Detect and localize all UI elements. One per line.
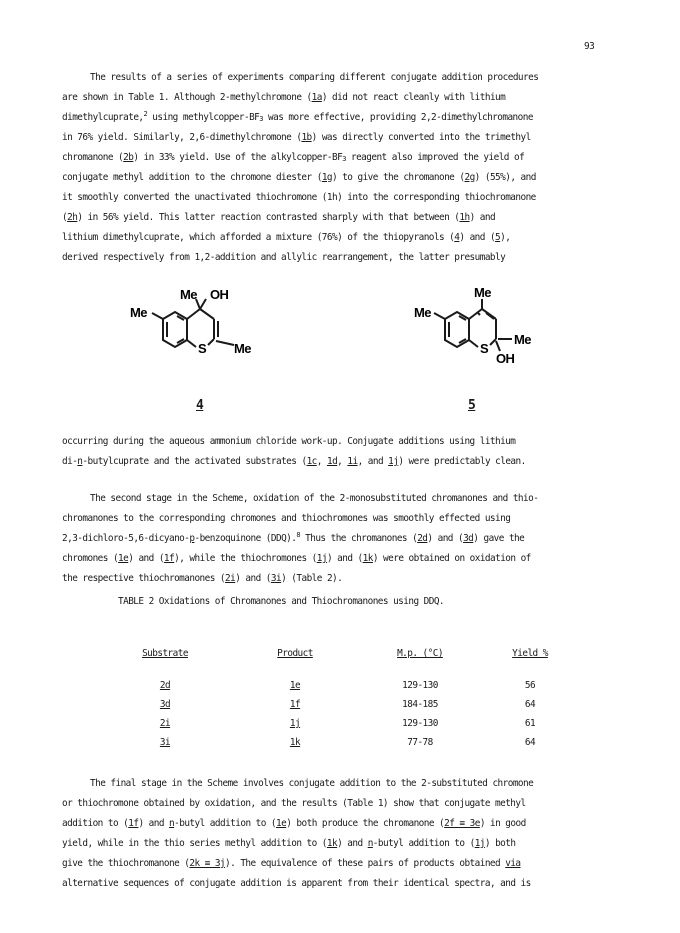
paragraph-4: [62, 774, 622, 894]
sulfur-label: S: [198, 341, 207, 356]
text-line: (2h) in 56% yield. This latter reaction contrasted sharply with that between (1h) and: [62, 212, 496, 223]
text-line: give the thiochromanone (2k ≡ 3j). The equivalence of these pairs of products obtained via: [62, 858, 521, 869]
hydroxyl-label: OH: [210, 287, 229, 302]
table-header-cell: Yield %: [512, 648, 548, 659]
text-line: The second stage in the Scheme, oxidation of the 2-monosubstituted chromanones and thio-: [90, 493, 539, 504]
table-cell: 64: [524, 699, 536, 710]
text-line: or thiochromone obtained by oxidation, and the results (Table 1) show that conjugate methyl: [62, 798, 526, 809]
table-cell: 1e: [289, 680, 301, 691]
table-header-cell: Substrate: [142, 648, 188, 659]
text-line: chromones (1e) and (1f), while the thiochromones (1j) and (1k) were obtained on oxidation of: [62, 553, 531, 564]
text-line: lithium dimethylcuprate, which afforded a mixture (76%) of the thiopyranols (4) and (5),: [62, 232, 511, 243]
text-line: occurring during the aqueous ammonium chloride work-up. Conjugate additions using lithium: [62, 436, 516, 447]
text-line: dimethylcuprate,$^2$ using methylcopper-$BF_3$ was more effective, providing 2,2-dimethylchromanone: [62, 110, 533, 123]
text-line: chromanones to the corresponding chromones and thiochromones was smoothly effected using: [62, 513, 511, 524]
text-line: yield, while in the thio series methyl addition to (1k) and n-butyl addition to (1j) both: [62, 838, 516, 849]
structure-4-bonds: [152, 299, 234, 347]
sulfur-label: S: [480, 341, 489, 356]
table-cell: 2d: [159, 680, 171, 691]
structure-4: [130, 285, 290, 375]
methyl-label: Me: [130, 305, 147, 320]
structure-5: [414, 285, 574, 385]
text-line: di-n-butylcuprate and the activated substrates (1c, 1d, 1i, and 1j) were predictably clean.: [62, 456, 526, 467]
table-cell: 1f: [289, 699, 301, 710]
table-cell: 129-130: [402, 718, 438, 729]
table-cell: 3i: [159, 737, 171, 748]
text-line: conjugate methyl addition to the chromone diester (1g) to give the chromanone (2g) (55%), and: [62, 172, 536, 183]
table-header-cell: Product: [277, 648, 313, 659]
table-cell: 184-185: [402, 699, 438, 710]
text-line: chromanone (2b) in 33% yield. Use of the alkylcopper-$BF_3$ reagent also improved the yield of: [62, 152, 525, 163]
table-cell: 61: [524, 718, 536, 729]
compound-label-4: 4: [196, 398, 204, 413]
text-line: derived respectively from 1,2-addition and allylic rearrangement, the latter presumably: [62, 252, 506, 263]
text-line: 2,3-dichloro-5,6-dicyano-p-benzoquinone (DDQ).$^8$ Thus the chromanones (2d) and (3d) gave the: [62, 531, 525, 544]
text-line: alternative sequences of conjugate addition is apparent from their identical spectra, and is: [62, 878, 531, 889]
methyl-label: Me: [180, 287, 197, 302]
text-line: the respective thiochromanones (2i) and (3i) (Table 2).: [62, 573, 343, 584]
methyl-label: Me: [414, 305, 431, 320]
text-line: in 76% yield. Similarly, 2,6-dimethylchromone (1b) was directly converted into the trimethyl: [62, 132, 531, 143]
table-title: TABLE 2 Oxidations of Chromanones and Thiochromanones using DDQ.: [118, 596, 445, 607]
table-cell: 1k: [289, 737, 301, 748]
table-cell: 3d: [159, 699, 171, 710]
methyl-label: Me: [474, 285, 491, 300]
text-line: The results of a series of experiments comparing different conjugate addition procedures: [90, 72, 539, 83]
table-cell: 1j: [289, 718, 301, 729]
table-cell: 2i: [159, 718, 171, 729]
methyl-label: Me: [234, 341, 251, 356]
table-cell: 129-130: [402, 680, 438, 691]
text-line: it smoothly converted the unactivated thiochromone (1h) into the corresponding thiochromanone: [62, 192, 536, 203]
compound-label-5: 5: [468, 398, 476, 413]
text-line: The final stage in the Scheme involves conjugate addition to the 2-substituted chromone: [90, 778, 534, 789]
paragraph-3: [62, 489, 622, 589]
structure-5-bonds: [434, 299, 512, 351]
table-cell: 64: [524, 737, 536, 748]
methyl-label: Me: [514, 332, 531, 347]
hydroxyl-label: OH: [496, 351, 515, 366]
table-header-cell: M.p. (°C): [397, 648, 443, 659]
text-line: addition to (1f) and n-butyl addition to (1e) both produce the chromanone (2f ≡ 3e) in good: [62, 818, 526, 829]
table-cell: 56: [524, 680, 536, 691]
table-cell: 77-78: [407, 737, 433, 748]
paragraph-1: [62, 68, 622, 268]
page-number: 93: [584, 41, 595, 52]
text-line: are shown in Table 1. Although 2-methylchromone (1a) did not react cleanly with lithium: [62, 92, 506, 103]
paragraph-2: [62, 432, 622, 472]
